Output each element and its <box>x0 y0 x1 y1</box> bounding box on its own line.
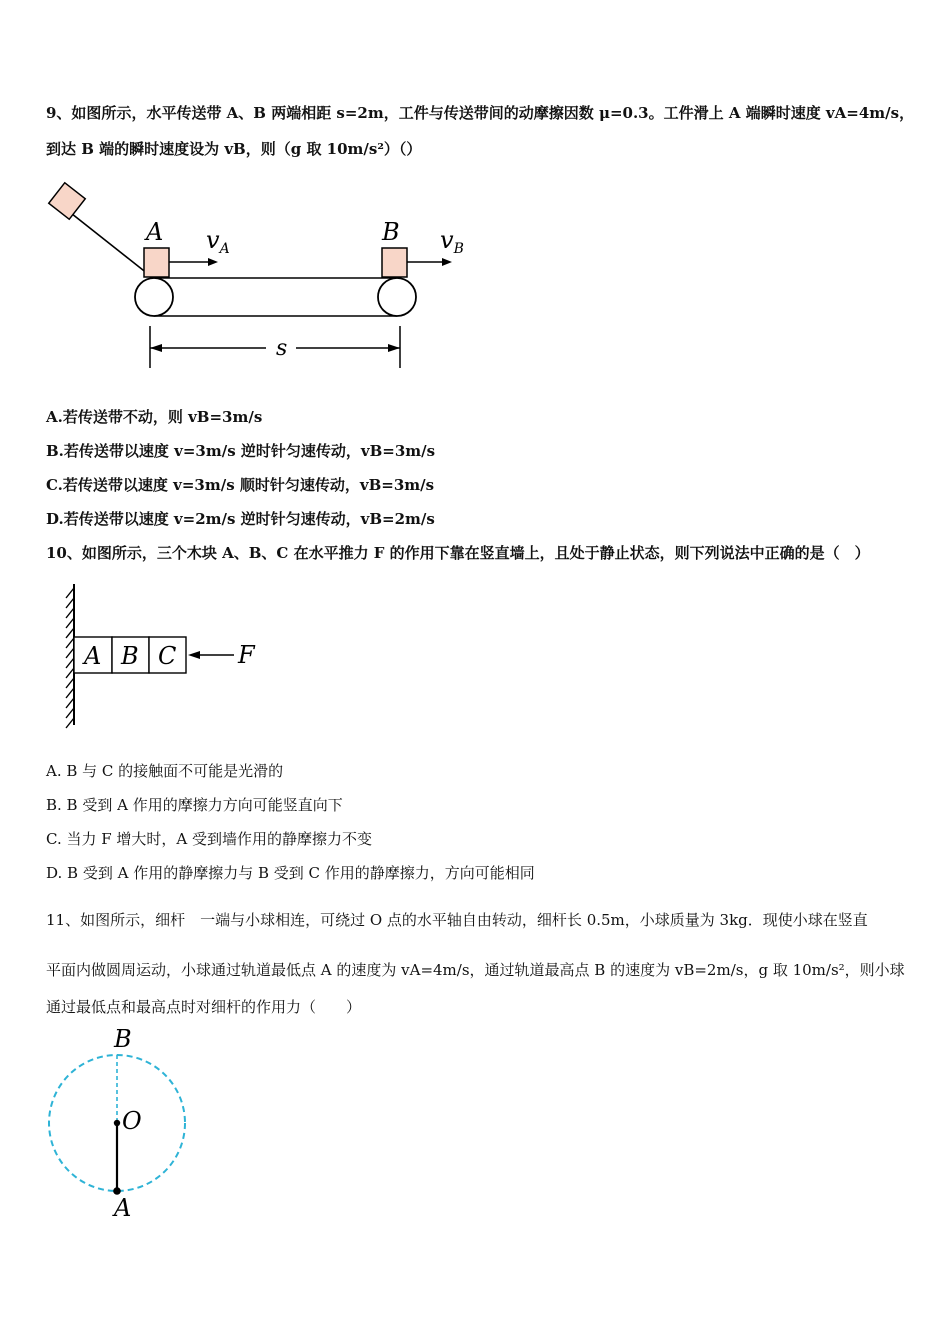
q9-line-2: 到达 B 端的瞬时速度设为 vB，则（g 取 10m/s²）（） <box>46 140 422 158</box>
q9-option-b: B.若传送带以速度 v=3m/s 逆时针匀速传动，vB=3m/s <box>46 442 436 460</box>
sliding-block <box>49 183 85 219</box>
pulley-right <box>378 278 416 316</box>
incline-ramp <box>62 206 148 274</box>
q11-line-2: 平面内做圆周运动，小球通过轨道最低点 A 的速度为 vA=4m/s，通过轨道最高点 B 的速度为 vB=2m/s，g 取 10m/s²，则小球 <box>46 961 905 979</box>
q10-option-d: D. B 受到 A 作用的静摩擦力与 B 受到 C 作用的静摩擦力，方向可能相同 <box>46 864 535 882</box>
q9-line-1: 9、如图所示，水平传送带 A、B 两端相距 s=2m，工件与传送带间的动摩擦因数 μ=0.3。工件滑上 A 端瞬时速度 vA=4m/s， <box>46 104 915 122</box>
label-vb: $v_B$ <box>440 226 464 257</box>
label-f: F <box>238 641 255 669</box>
label-o: O <box>122 1107 142 1135</box>
label-b: B <box>382 218 400 246</box>
block-a <box>144 248 169 277</box>
conveyor-belt-figure <box>40 178 480 373</box>
label-s: s <box>276 336 288 361</box>
q10-option-a: A. B 与 C 的接触面不可能是光滑的 <box>46 762 284 780</box>
label-a: A <box>146 218 164 246</box>
q10-option-c: C. 当力 F 增大时，A 受到墙作用的静摩擦力不变 <box>46 830 373 848</box>
q10-option-b: B. B 受到 A 作用的摩擦力方向可能竖直向下 <box>46 796 343 814</box>
svg-text:B: B <box>121 642 139 670</box>
q11-line-1: 11、如图所示，细杆 一端与小球相连，可绕过 O 点的水平轴自由转动，细杆长 0.5m，小球质量为 3kg．现使小球在竖直 <box>46 911 868 929</box>
pulley-left <box>135 278 173 316</box>
wall-blocks-figure <box>60 582 280 732</box>
svg-text:A: A <box>84 642 102 670</box>
label-va: $v_A$ <box>206 226 230 257</box>
q11-line-3: 通过最低点和最高点时对细杆的作用力（ ） <box>46 998 362 1016</box>
svg-text:C: C <box>158 642 177 670</box>
q9-option-d: D.若传送带以速度 v=2m/s 逆时针匀速传动，vB=2m/s <box>46 510 435 528</box>
label-a: A <box>114 1194 132 1222</box>
q9-option-a: A.若传送带不动，则 vB=3m/s <box>46 408 263 426</box>
circular-motion-figure <box>40 1022 200 1222</box>
q10-line-1: 10、如图所示，三个木块 A、B、C 在水平推力 F 的作用下靠在竖直墙上，且处于静止状态，则下列说法中正确的是（ ） <box>46 544 870 562</box>
block-b <box>382 248 407 277</box>
q9-option-c: C.若传送带以速度 v=3m/s 顺时针匀速传动，vB=3m/s <box>46 476 435 494</box>
label-b: B <box>114 1025 132 1053</box>
